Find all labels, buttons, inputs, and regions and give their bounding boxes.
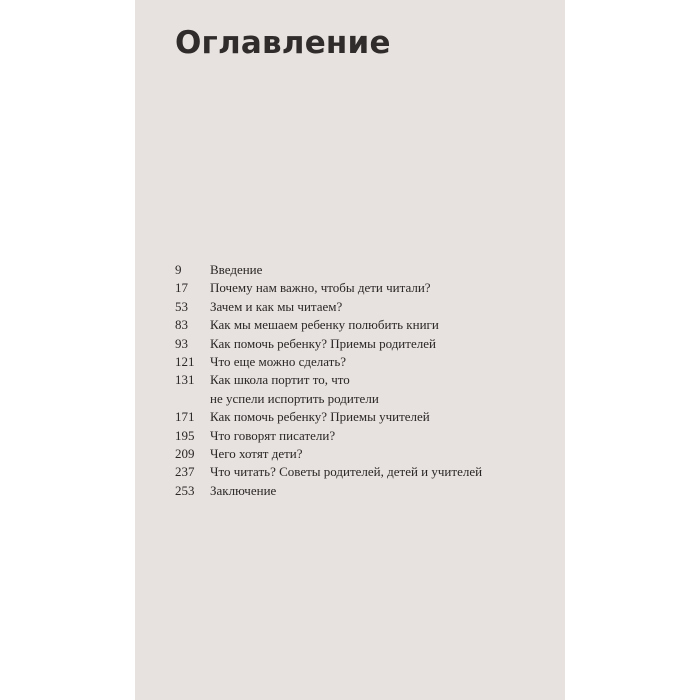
toc-chapter-title: Чего хотят дети?: [210, 446, 303, 462]
toc-chapter-title: Почему нам важно, чтобы дети читали?: [210, 280, 431, 296]
toc-page-number: 195: [175, 427, 195, 443]
toc-page-number: 209: [175, 446, 195, 462]
toc-page-number: 171: [175, 409, 195, 425]
toc-page-number: 121: [175, 354, 195, 370]
toc-chapter-title: Как помочь ребенку? Приемы учителей: [210, 409, 430, 425]
toc-chapter-title: Что говорят писатели?: [210, 427, 336, 443]
toc-chapter-title: Зачем и как мы читаем?: [210, 298, 343, 314]
toc-page-number: 9: [175, 262, 182, 277]
toc-entry: [175, 279, 555, 297]
toc-chapter-title: Как помочь ребенку? Приемы родителей: [210, 335, 436, 351]
book-page: [135, 0, 565, 700]
toc-entry: [175, 445, 555, 463]
page-title: Оглавление: [175, 25, 391, 61]
toc-entry: [175, 427, 555, 445]
toc-entry: [175, 371, 555, 408]
toc-chapter-title: Заключение: [210, 482, 277, 498]
toc-page-number: 93: [175, 335, 188, 351]
toc-entry: [175, 353, 555, 371]
toc-chapter-title: Введение: [210, 262, 263, 277]
toc-entry: [175, 335, 555, 353]
toc-entry: [175, 482, 555, 500]
toc-chapter-title: Как мы мешаем ребенку полюбить книги: [210, 317, 439, 333]
toc-entry: [175, 316, 555, 334]
toc-chapter-title: Как школа портит то, что не успели испортить родители: [210, 372, 379, 406]
table-of-contents: [175, 261, 555, 500]
toc-chapter-title: Что читать? Советы родителей, детей и учителей: [210, 464, 483, 480]
toc-page-number: 53: [175, 298, 188, 314]
toc-page-number: 237: [175, 464, 195, 480]
toc-page-number: 131: [175, 372, 195, 388]
toc-page-number: 17: [175, 280, 188, 296]
toc-entry: [175, 463, 555, 481]
toc-entry: [175, 298, 555, 316]
toc-page-number: 83: [175, 317, 188, 333]
toc-chapter-title: Что еще можно сделать?: [210, 354, 347, 370]
toc-entry: [175, 408, 555, 426]
toc-page-number: 253: [175, 482, 195, 498]
toc-entry: [175, 261, 555, 279]
